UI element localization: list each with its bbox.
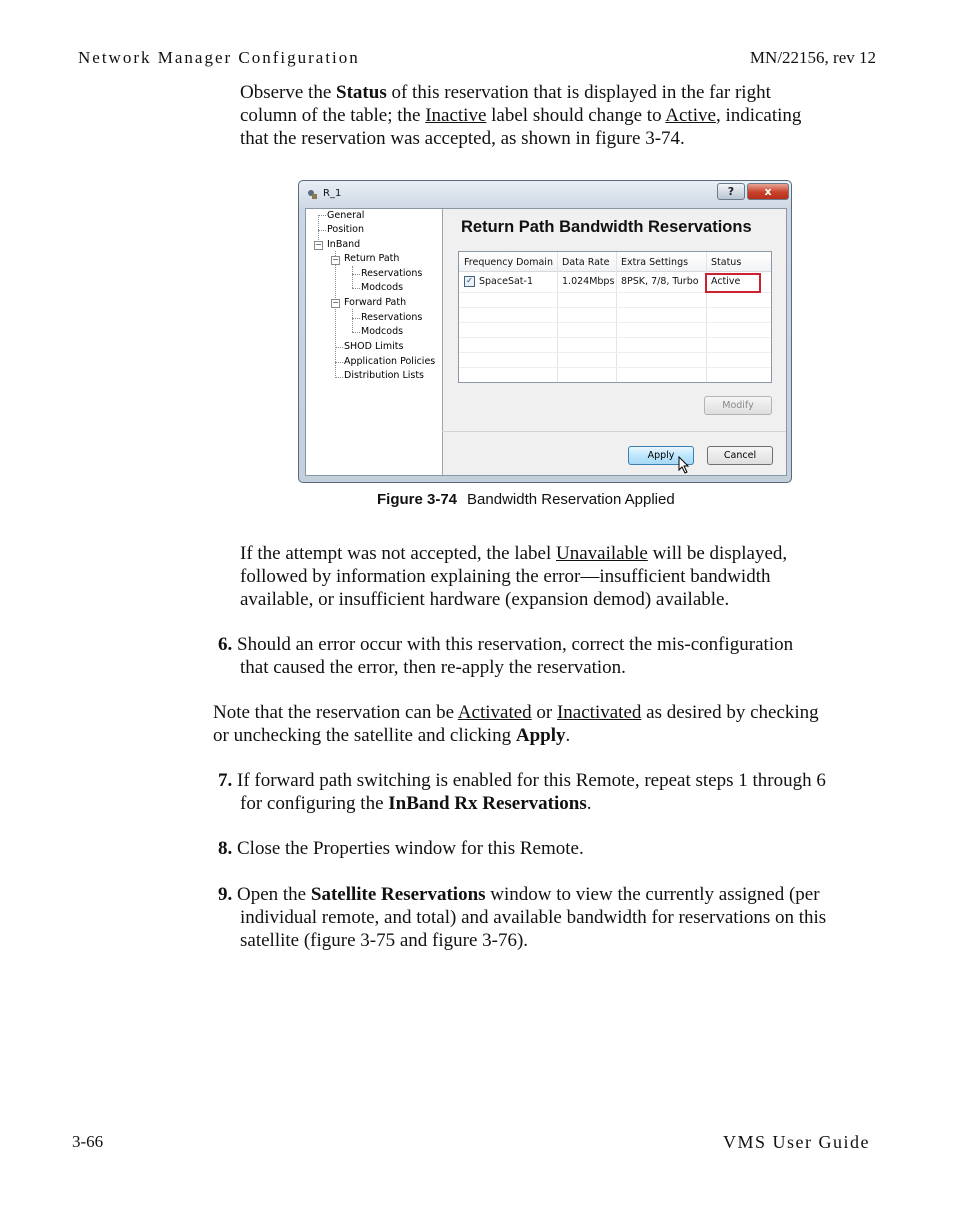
column-header-frequency-domain[interactable]: Frequency Domain [464, 257, 553, 268]
tree-item-fp-reservations[interactable]: Reservations [361, 312, 423, 323]
tree-item-general[interactable]: General [327, 210, 365, 221]
close-button[interactable]: x [747, 183, 789, 200]
tree-connector [335, 377, 343, 378]
row-divider [459, 337, 771, 338]
tree-item-return-path[interactable]: Return Path [344, 253, 400, 264]
step-9: 9. Open the Satellite Reservations window to view the currently assigned (per individual remote, and total) and available bandwidth for reservations on this satellite (figure 3-75 and figure 3-76). [218, 884, 827, 951]
cancel-button[interactable]: Cancel [707, 446, 773, 465]
step-8: 8. Close the Properties window for this Remote. [218, 838, 584, 859]
tree-item-rp-reservations[interactable]: Reservations [361, 268, 423, 279]
tree-connector [335, 362, 343, 363]
running-footer-title: VMS User Guide [723, 1132, 870, 1152]
tree-item-forward-path[interactable]: Forward Path [344, 297, 407, 308]
tree-connector [352, 318, 360, 319]
app-icon [307, 189, 318, 200]
row-divider [459, 352, 771, 353]
row-divider [459, 367, 771, 368]
column-divider [616, 252, 617, 382]
tree-connector [318, 230, 326, 231]
dialog-body [305, 208, 787, 476]
window-title: R_1 [323, 188, 342, 199]
cell-data-rate: 1.024Mbps [562, 276, 615, 287]
collapse-icon[interactable]: − [332, 255, 339, 264]
unavailable-paragraph: If the attempt was not accepted, the label Unavailable will be displayed, followed by information explaining the error—insufficient bandwidth available, or insufficient hardware (expansion demod) available. [240, 543, 788, 610]
tree-item-shod-limits[interactable]: SHOD Limits [344, 341, 404, 352]
tree-connector [318, 215, 326, 216]
modify-button[interactable]: Modify [704, 396, 772, 415]
reservations-table [458, 251, 772, 383]
apply-button[interactable]: Apply [628, 446, 694, 465]
satellite-reservations-term: Satellite Reservations [310, 884, 486, 905]
help-button[interactable]: ? [717, 183, 745, 200]
figure-caption: Figure 3-74 Bandwidth Reservation Applied [377, 491, 675, 508]
cell-extra-settings: 8PSK, 7/8, Turbo [621, 276, 699, 287]
tree-item-fp-modcods[interactable]: Modcods [361, 326, 404, 337]
tree-item-application-policies[interactable]: Application Policies [344, 356, 436, 367]
status-highlight-box [705, 273, 761, 293]
unavailable-term: Unavailable [556, 543, 648, 564]
step-7: 7. If forward path switching is enabled for this Remote, repeat steps 1 through 6 for configuring the InBand Rx Reservations. [218, 770, 826, 814]
tree-connector [335, 251, 336, 378]
button-separator [442, 431, 786, 432]
mouse-cursor-icon [678, 456, 692, 474]
tree-connector [352, 266, 353, 288]
document-number: MN/22156, rev 12 [749, 48, 876, 67]
apply-term: Apply [515, 725, 566, 746]
cell-status: Active [711, 276, 741, 287]
tree-connector [352, 274, 360, 275]
tree-connector [352, 309, 353, 332]
tree-item-distribution-lists[interactable]: Distribution Lists [344, 370, 424, 381]
column-header-extra-settings[interactable]: Extra Settings [621, 257, 689, 268]
tree-connector [352, 332, 360, 333]
properties-dialog [298, 180, 792, 483]
column-divider [557, 252, 558, 382]
tree-connector [352, 288, 360, 289]
collapse-icon[interactable]: − [315, 240, 322, 249]
row-divider [459, 322, 771, 323]
column-header-data-rate[interactable]: Data Rate [562, 257, 610, 268]
step-6: 6. Should an error occur with this reservation, correct the mis-configuration that caused the error, then re-apply the reservation. [218, 634, 794, 678]
figure-number: Figure 3-74 [377, 491, 458, 508]
satellite-checkbox[interactable]: ✓ [464, 276, 475, 287]
note-paragraph: Note that the reservation can be Activated or Inactivated as desired by checking or unchecking the satellite and clicking Apply. [213, 702, 819, 746]
active-term: Active [665, 105, 716, 126]
tree-item-inband[interactable]: InBand [327, 239, 361, 250]
activated-term: Activated [457, 702, 532, 723]
tree-connector [335, 347, 343, 348]
panel-title: Return Path Bandwidth Reservations [461, 218, 752, 236]
row-divider [459, 307, 771, 308]
running-header-title: Network Manager Configuration [78, 48, 360, 67]
inactivated-term: Inactivated [556, 702, 642, 723]
navigation-tree [306, 209, 443, 475]
status-term: Status [336, 82, 387, 103]
page-number: 3-66 [72, 1132, 104, 1151]
column-header-status[interactable]: Status [711, 257, 742, 268]
inactive-term: Inactive [425, 105, 487, 126]
tree-item-position[interactable]: Position [327, 224, 364, 235]
collapse-icon[interactable]: − [332, 298, 339, 307]
intro-paragraph: Observe the Status of this reservation that is displayed in the far right column of the table; the Inactive label should change to Active, indicating that the reservation was accepted, as shown in figure 3-74. [240, 82, 802, 149]
cell-frequency-domain: SpaceSat-1 [479, 276, 533, 287]
column-divider [706, 252, 707, 382]
tree-item-rp-modcods[interactable]: Modcods [361, 282, 404, 293]
inband-rx-reservations-term: InBand Rx Reservations [388, 793, 587, 814]
